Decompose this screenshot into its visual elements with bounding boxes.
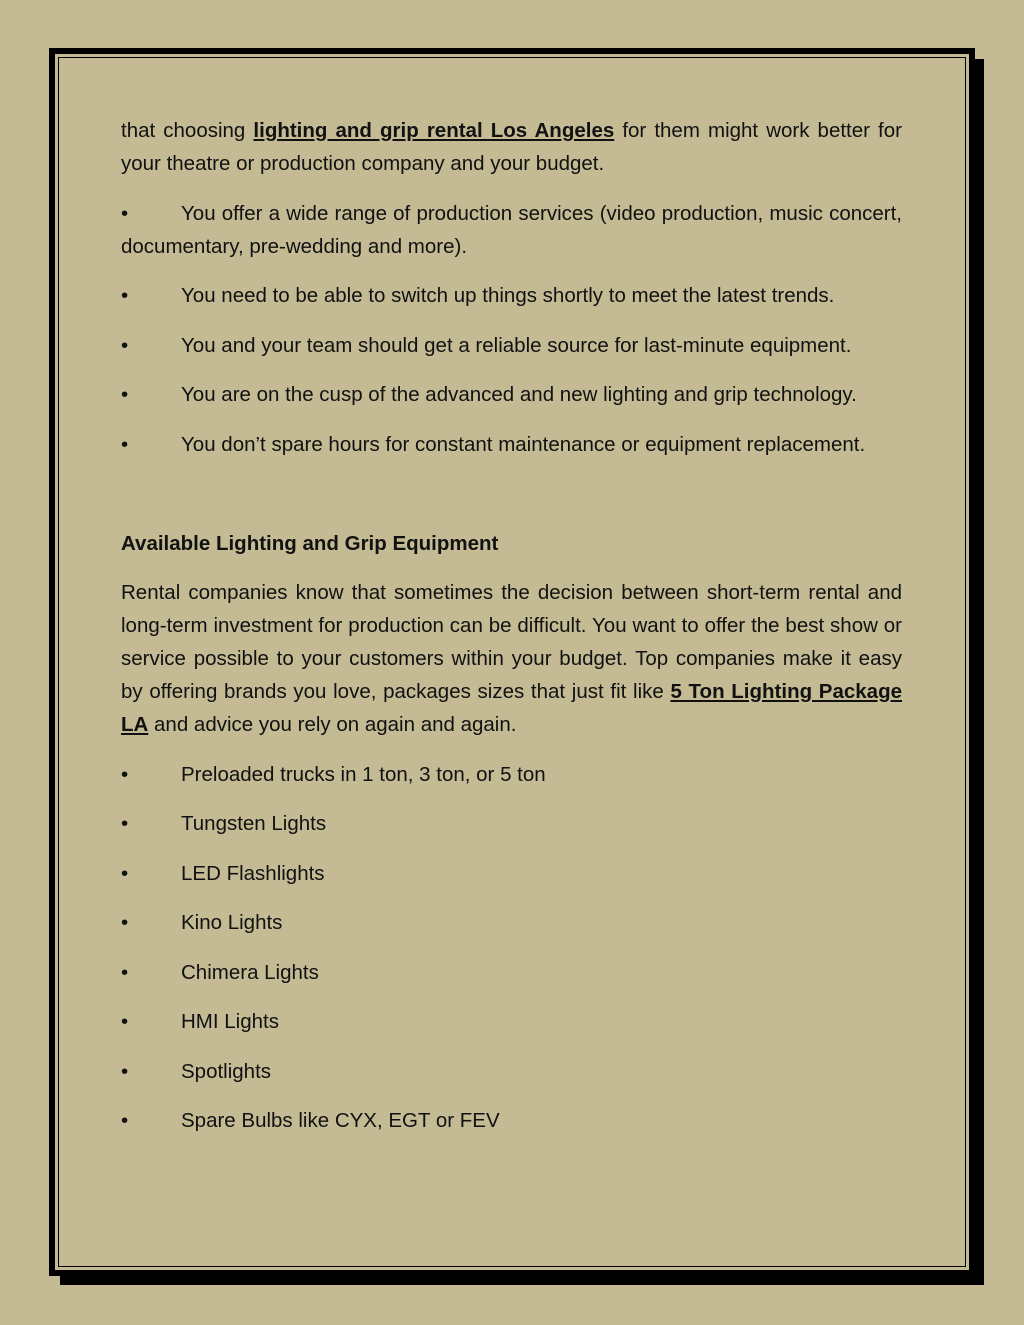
list-item [121,758,902,791]
list-item [121,906,902,939]
five-ton-package-link[interactable]: 5 Ton Lighting Package LA [121,680,902,736]
bullet-symbol: • [121,762,129,786]
bullet-symbol: • [121,284,129,307]
bullet-symbol: • [121,1010,129,1033]
bullet-symbol: • [121,812,129,835]
bullet-symbol: • [121,201,129,225]
list-item [121,1055,902,1088]
bullet-symbol: • [121,1059,129,1083]
bullet-symbol: • [121,960,129,984]
document-body [121,114,902,1154]
bullet-symbol: • [121,383,129,406]
list-item-text: You offer a wide range of production services (video production, music concert, documentary, pre-wedding and more). [121,201,902,258]
list-item [121,329,902,362]
list-item-text: LED Flashlights [181,861,325,885]
list-item-text: Spare Bulbs like CYX, EGT or FEV [181,1109,500,1132]
list-item-text: Preloaded trucks in 1 ton, 3 ton, or 5 ton [181,762,546,786]
list-item [121,1104,902,1137]
intro-paragraph [121,114,902,180]
paragraph-text-start: Rental companies know that sometimes the decision between short-term rental and long-term investment for production can be difficult. You want to offer the best show or service possible to your customers within your budget. Top companies make it easy by offering brands you love, packages sizes that just fit like [121,581,902,703]
list-item [121,956,902,989]
list-item [121,807,902,840]
section-heading: Available Lighting and Grip Equipment [121,531,499,555]
list-item-text: You don’t spare hours for constant maintenance or equipment replacement. [181,432,866,456]
paragraph-text-end: and advice you rely on again and again. [148,713,517,736]
list-item-text: Chimera Lights [181,960,319,984]
bullet-symbol: • [121,333,129,357]
list-item [121,197,902,263]
lighting-grip-rental-link[interactable]: lighting and grip rental Los Angeles [253,119,615,142]
equipment-paragraph [121,576,902,741]
list-item [121,428,902,461]
bullet-symbol: • [121,911,129,934]
list-item [121,1005,902,1038]
list-item-text: Tungsten Lights [181,812,327,835]
list-item [121,378,902,411]
list-item-text: You need to be able to switch up things shortly to meet the latest trends. [181,284,835,307]
list-item-text: HMI Lights [181,1010,279,1033]
intro-text-end: for them might work better for your theatre or production company and your budget. [121,119,902,175]
list-item-text: You are on the cusp of the advanced and new lighting and grip technology. [181,383,857,406]
list-item [121,857,902,890]
bullet-symbol: • [121,1109,129,1132]
list-item-text: Spotlights [181,1059,272,1083]
list-item [121,279,902,312]
intro-text-start: that choosing [121,119,254,142]
bullet-symbol: • [121,861,129,885]
list-item-text: Kino Lights [181,911,283,934]
bullet-symbol: • [121,432,129,456]
list-item-text: You and your team should get a reliable source for last-minute equipment. [181,333,852,357]
